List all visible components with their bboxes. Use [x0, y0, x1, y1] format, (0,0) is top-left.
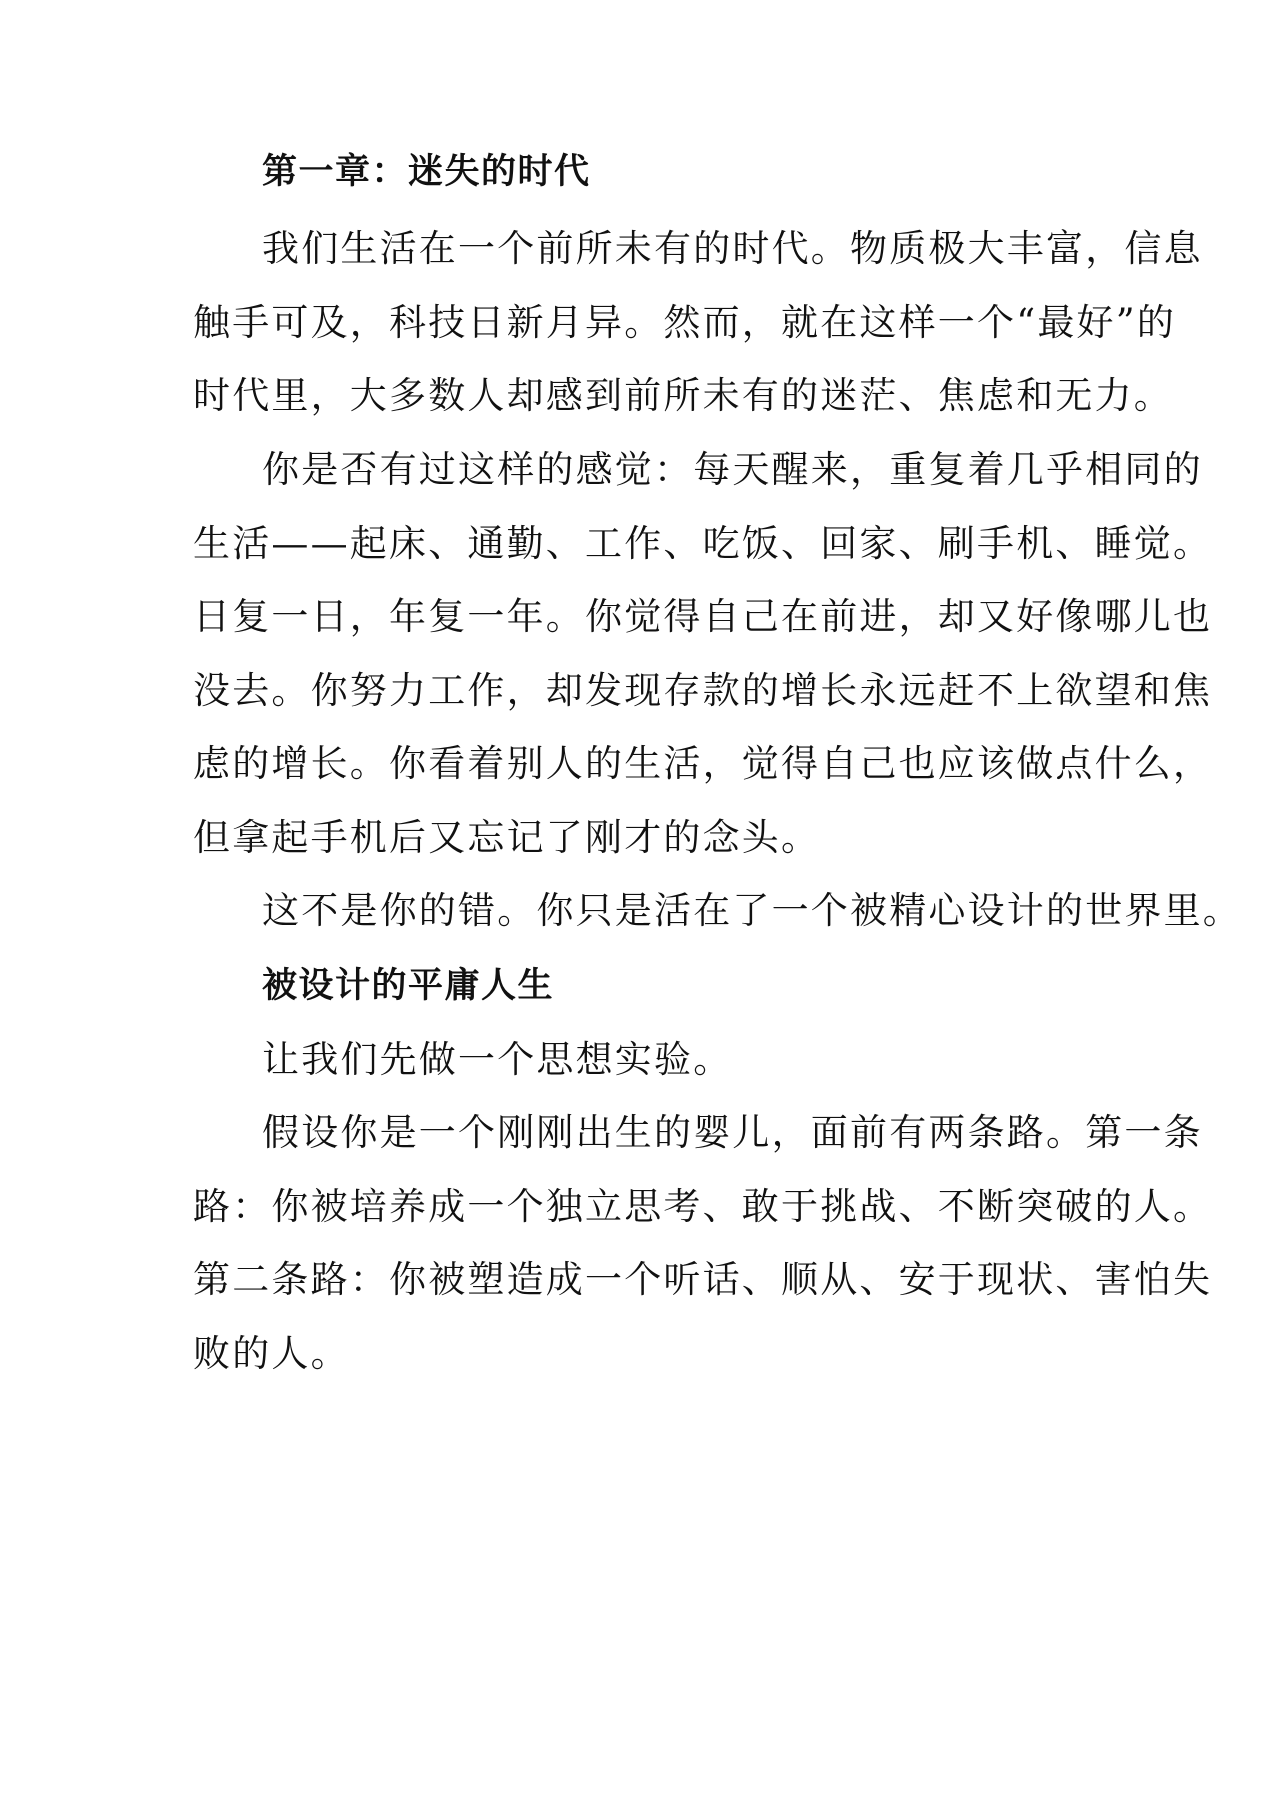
chapter-title: 第一章：迷失的时代: [262, 151, 591, 192]
paragraph-line: 触手可及，科技日新月异。然而，就在这样一个“最好”的: [193, 301, 1177, 344]
paragraph-line: 虑的增长。你看着别人的生活，觉得自己也应该做点什么，: [193, 742, 1213, 785]
paragraph-line: 我们生活在一个前所未有的时代。物质极大丰富，信息: [262, 227, 1203, 270]
paragraph-line: 假设你是一个刚刚出生的婴儿，面前有两条路。第一条: [262, 1111, 1203, 1154]
paragraph-line: 路：你被培养成一个独立思考、敢于挑战、不断突破的人。: [193, 1185, 1213, 1228]
paragraph-line: 第二条路：你被塑造成一个听话、顺从、安于现状、害怕失: [193, 1258, 1213, 1301]
paragraph-line: 时代里，大多数人却感到前所未有的迷茫、焦虑和无力。: [193, 374, 1173, 417]
paragraph-line: 让我们先做一个思想实验。: [262, 1038, 733, 1081]
paragraph-line: 日复一日，年复一年。你觉得自己在前进，却又好像哪儿也: [193, 595, 1213, 638]
paragraph-line: 但拿起手机后又忘记了刚才的念头。: [193, 816, 821, 859]
paragraph-line: 你是否有过这样的感觉：每天醒来，重复着几乎相同的: [262, 448, 1203, 491]
paragraph-line: 这不是你的错。你只是活在了一个被精心设计的世界里。: [262, 889, 1242, 932]
paragraph-line: 败的人。: [193, 1332, 350, 1375]
paragraph-line: 生活——起床、通勤、工作、吃饭、回家、刷手机、睡觉。: [193, 522, 1213, 565]
paragraph-line: 没去。你努力工作，却发现存款的增长永远赶不上欲望和焦: [193, 669, 1213, 712]
section-heading: 被设计的平庸人生: [262, 965, 555, 1006]
